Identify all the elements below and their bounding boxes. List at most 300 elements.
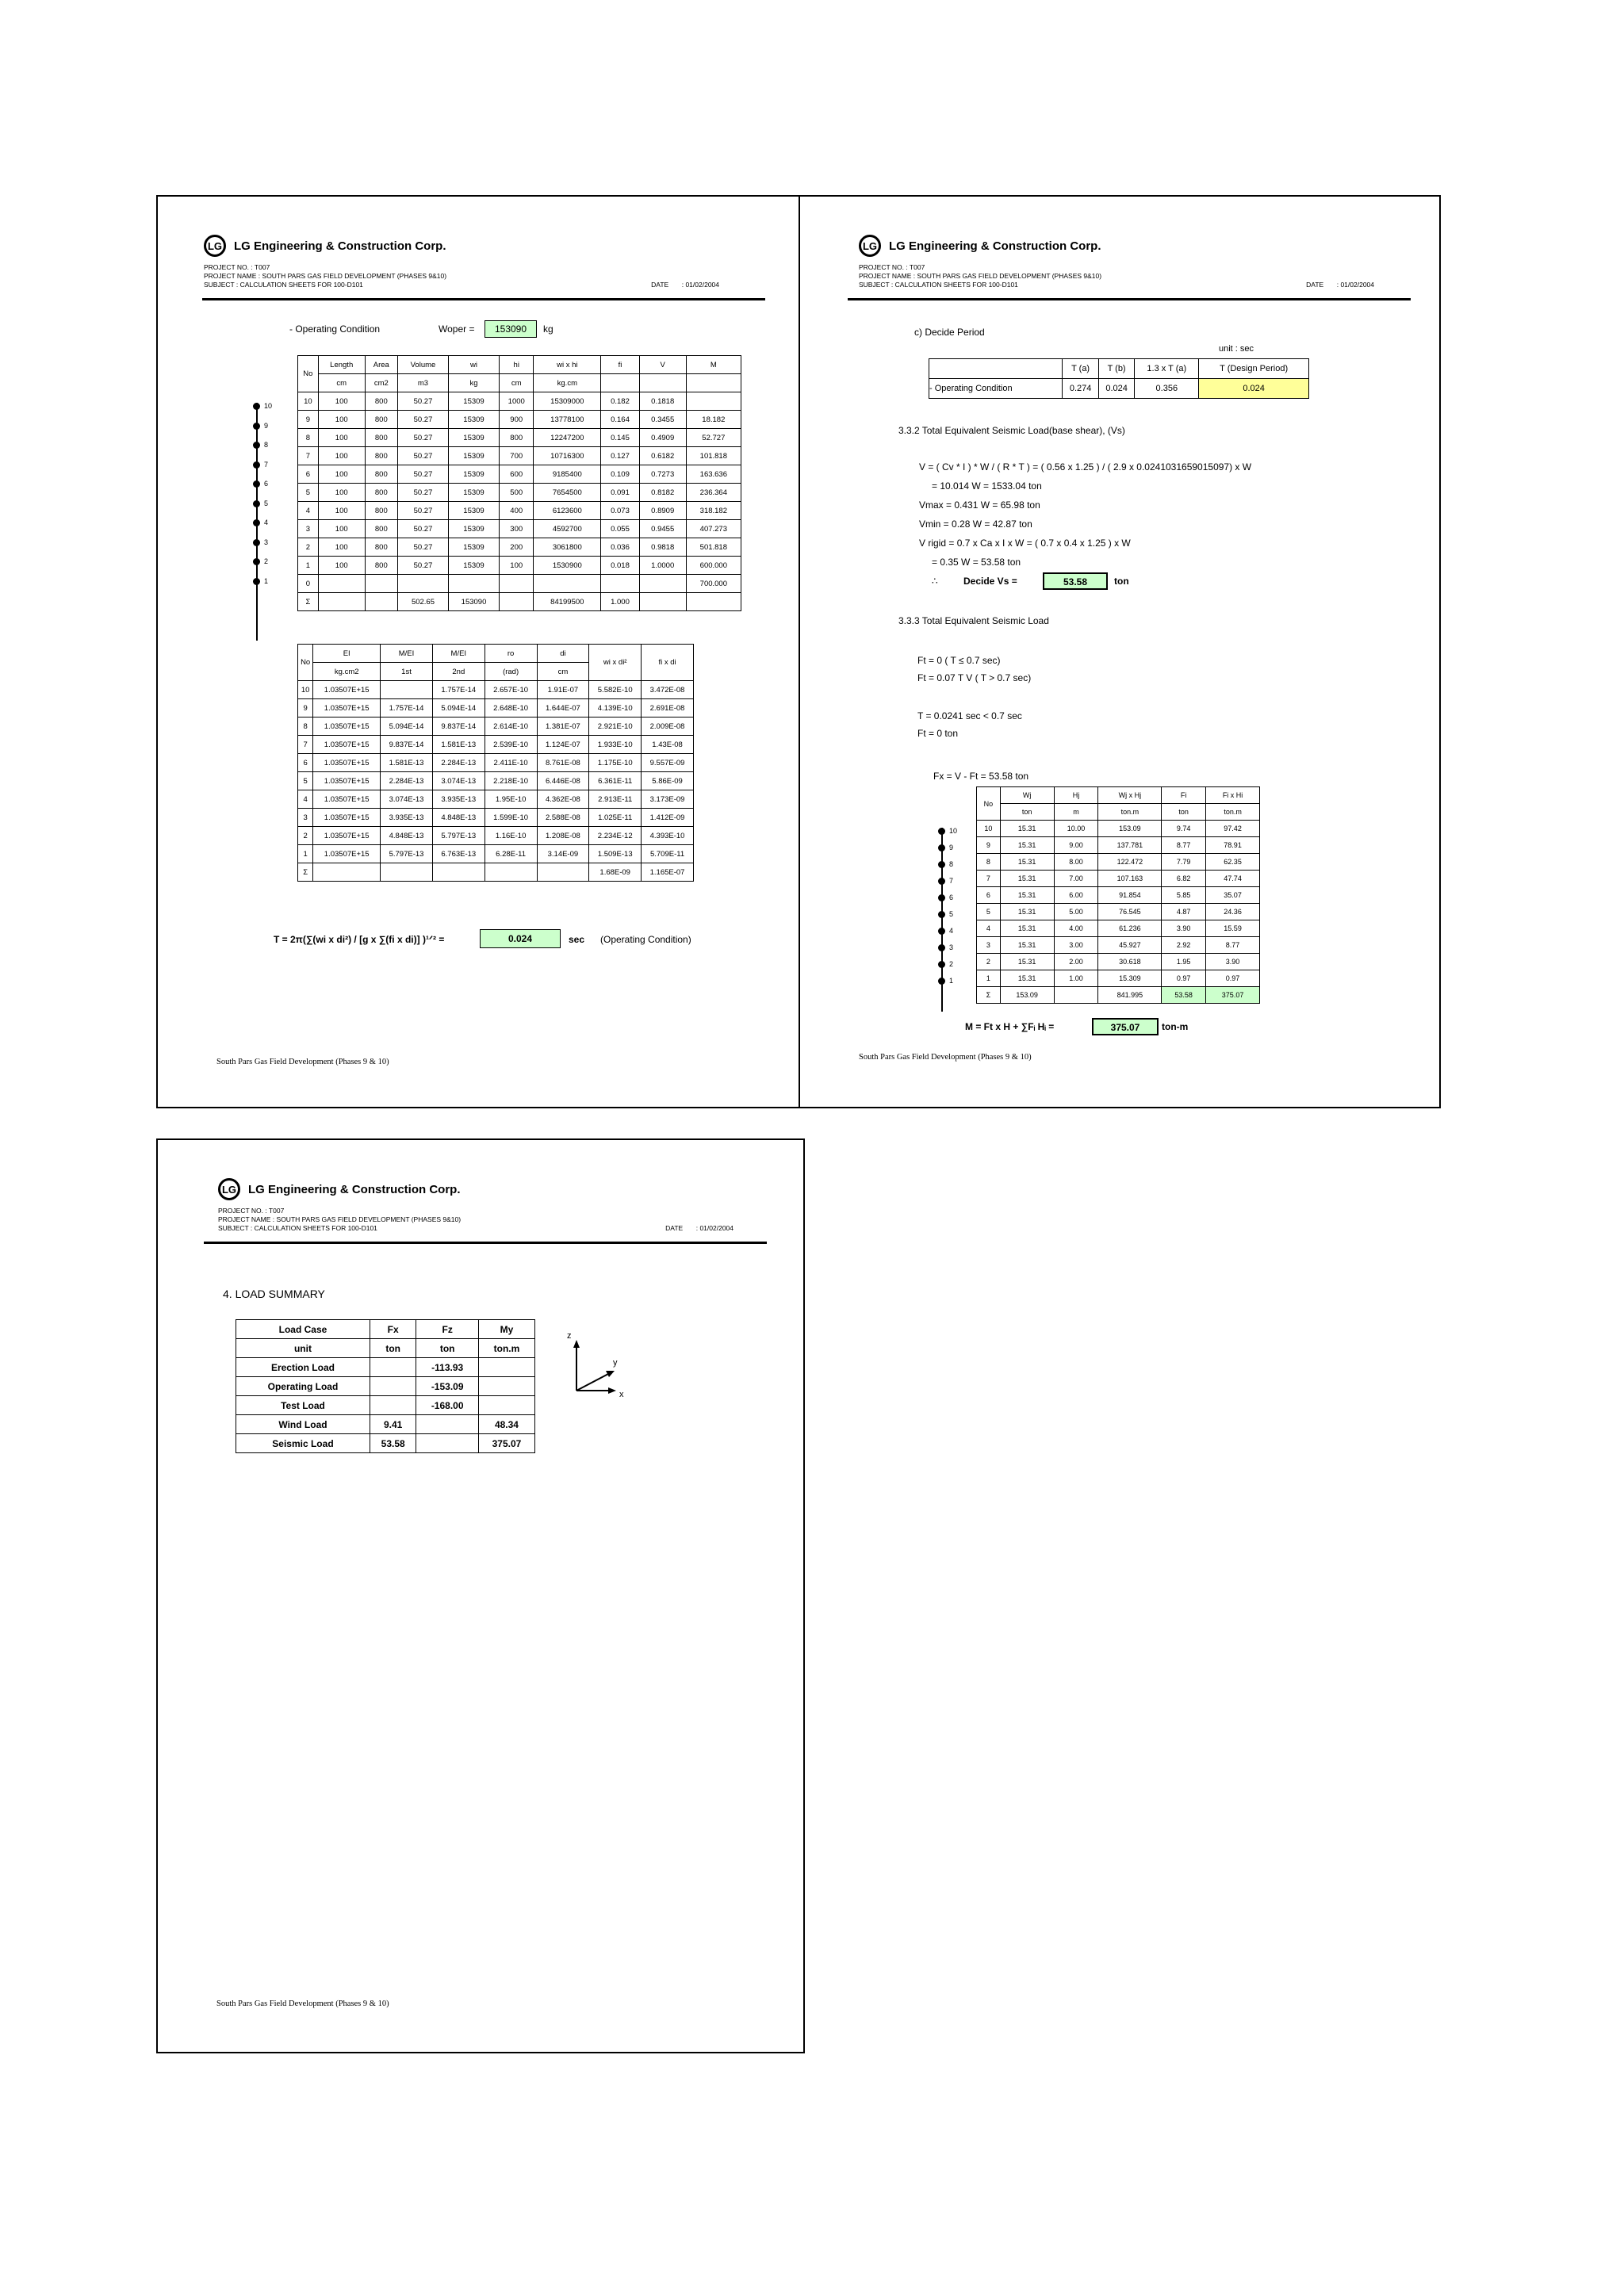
mast-node-label: 8 [264,441,269,449]
column-header: Fi [1162,787,1206,804]
header-rule [202,298,765,300]
table-cell: 6 [298,465,319,484]
table-cell: 1.124E-07 [537,736,589,754]
project-meta [204,263,759,289]
table-cell: 137.781 [1098,837,1162,854]
table-cell: 0.055 [601,520,640,538]
table-cell: 107.163 [1098,871,1162,887]
table-cell: 0.274 [1063,379,1099,399]
table-cell: 5.709E-11 [642,845,694,863]
table-cell: Operating Load [236,1377,370,1396]
table-cell: -153.09 [416,1377,479,1396]
page-footer: South Pars Gas Field Development (Phases 9 & 10) [859,1053,1032,1062]
column-header: Fz [416,1320,479,1339]
column-header: Wj x Hj [1098,787,1162,804]
table-cell: 0.9818 [639,538,686,557]
table-cell: 0.1818 [639,392,686,411]
unit-note: unit : sec [1219,344,1254,354]
date: DATE : 01/02/2004 [651,281,719,289]
column-header: T (Design Period) [1199,359,1309,379]
table-cell: Σ [977,987,1001,1004]
table-cell: 6.00 [1054,887,1098,904]
column-header: Fi x Hi [1206,787,1260,804]
table-cell: 375.07 [1206,987,1260,1004]
table-cell [639,575,686,593]
table-cell: 1.03507E+15 [313,754,381,772]
table-cell: 4 [298,502,319,520]
column-header: V [639,356,686,374]
table-cell [365,575,397,593]
table-cell [318,593,365,611]
table-cell: 5.00 [1054,904,1098,920]
moment-value: 375.07 [1092,1018,1159,1035]
table-cell: 97.42 [1206,821,1260,837]
mast-node-label: 9 [949,844,954,851]
ft-line-3: T = 0.0241 sec < 0.7 sec [917,710,1022,721]
mast-node-dot [253,461,260,469]
table-cell: 100 [318,520,365,538]
mast-node-dot [938,878,945,885]
table-cell: 3.14E-09 [537,845,589,863]
mast-node-dot [938,944,945,951]
table-cell: 5 [298,772,313,790]
table-cell: 15.31 [1000,970,1054,987]
mast-node-dot [938,961,945,968]
unit-cell: unit [236,1339,370,1358]
table-cell: 78.91 [1206,837,1260,854]
table-cell: 0.8909 [639,502,686,520]
table-cell: 15309 [448,411,499,429]
table-cell: 15.31 [1000,837,1054,854]
column-header: fi x di [642,645,694,681]
mast-node-label: 9 [264,421,269,430]
table-row [298,754,694,772]
table-cell: 15309000 [534,392,601,411]
table-row [236,1358,535,1377]
table-cell: 0.4909 [639,429,686,447]
mast-node-label: 4 [949,927,954,935]
page-header [859,235,1414,289]
table-cell: 3 [298,520,319,538]
table-cell: 7 [298,736,313,754]
table-row [977,937,1260,954]
table-cell: 15.31 [1000,954,1054,970]
table-cell: 53.58 [370,1434,416,1453]
table-row [298,465,741,484]
column-header: My [478,1320,534,1339]
table-cell: 1.91E-07 [537,681,589,699]
mast-node-label: 2 [264,557,269,565]
mast-diagram [253,403,285,641]
table-row [298,790,694,809]
table-cell [313,863,381,882]
table-cell: 2.913E-11 [589,790,642,809]
table-row [236,1396,535,1415]
table-row [298,863,694,882]
table-cell: 1.03507E+15 [313,681,381,699]
table-cell: 100 [318,447,365,465]
table-cell: 1.43E-08 [642,736,694,754]
moment-unit: ton-m [1162,1021,1189,1032]
woper-unit: kg [543,323,553,335]
table-cell: 6.82 [1162,871,1206,887]
table-cell: 15309 [448,484,499,502]
table-cell: 3.472E-08 [642,681,694,699]
unit-cell [639,374,686,392]
mast-node-dot [938,861,945,868]
mast-node-dot [253,500,260,507]
table-cell: 1.381E-07 [537,718,589,736]
table-cell: 800 [365,484,397,502]
subject: SUBJECT : CALCULATION SHEETS FOR 100-D101 [218,1224,377,1232]
table-cell: 1.000 [601,593,640,611]
page-1 [156,195,800,1108]
table-header-row [929,359,1309,379]
table-cell: 84199500 [534,593,601,611]
table-row [977,837,1260,854]
table-cell: 5.797E-13 [381,845,433,863]
table-cell: 7 [977,871,1001,887]
subject: SUBJECT : CALCULATION SHEETS FOR 100-D101 [204,281,363,289]
date: DATE : 01/02/2004 [665,1224,733,1232]
table-row [298,538,741,557]
table-cell: 1.581E-13 [381,754,433,772]
decide-vs-value: 53.58 [1043,572,1108,590]
table-cell: 3.074E-13 [432,772,485,790]
mast-node-label: 3 [264,538,269,546]
table-cell: 15.31 [1000,821,1054,837]
table-cell: Σ [298,593,319,611]
table-cell: 7.79 [1162,854,1206,871]
table-cell: 7 [298,447,319,465]
table-cell: 0 [298,575,319,593]
table-header-row [977,787,1260,804]
table-row [298,447,741,465]
table-cell: 0.3455 [639,411,686,429]
mast-node-label: 7 [949,877,954,885]
table-header-row [298,356,741,374]
mast-node-label: 6 [264,480,269,488]
table-cell: 3 [298,809,313,827]
mast-node-label: 1 [949,977,954,985]
table-cell: 7654500 [534,484,601,502]
table-cell: 50.27 [397,447,448,465]
table-cell: 100 [318,411,365,429]
column-header: hi [500,356,534,374]
date: DATE : 01/02/2004 [1306,281,1374,289]
table-cell: 375.07 [478,1434,534,1453]
axis-x-label: x [619,1390,624,1399]
table-cell: 18.182 [686,411,741,429]
table-cell: 1.025E-11 [589,809,642,827]
column-header: M/EI [381,645,433,663]
axis-diagram [561,1327,632,1406]
unit-cell: ton [416,1339,479,1358]
table-cell: 122.472 [1098,854,1162,871]
unit-cell [686,374,741,392]
table-cell: 1.03507E+15 [313,845,381,863]
table-row [236,1434,535,1453]
equation-line-4: Vmin = 0.28 W = 42.87 ton [919,519,1032,530]
table-row [298,575,741,593]
table-cell: 0.7273 [639,465,686,484]
mast-node-label: 3 [949,943,954,951]
woper-value: 153090 [485,320,537,338]
table-cell: 15309 [448,447,499,465]
table-cell: 0.6182 [639,447,686,465]
table-cell: 76.545 [1098,904,1162,920]
table-cell: 0.182 [601,392,640,411]
table-cell: 9185400 [534,465,601,484]
table-cell: 15309 [448,465,499,484]
lg-logo-icon: LG [204,235,226,257]
table-cell: 1.412E-09 [642,809,694,827]
table-cell: 15309 [448,429,499,447]
table-row [298,718,694,736]
table-cell: 9 [298,411,319,429]
table-cell: 1 [298,557,319,575]
column-header: di [537,645,589,663]
column-header: wi [448,356,499,374]
table-row [298,502,741,520]
table-cell: 6.28E-11 [485,845,537,863]
unit-cell: ton [1000,804,1054,821]
table-cell [397,575,448,593]
table-cell: 1.0000 [639,557,686,575]
company-name: LG Engineering & Construction Corp. [234,239,446,253]
lg-logo-icon: LG [218,1178,240,1200]
op-condition-label: - Operating Condition [289,323,381,335]
table-cell: 3.90 [1206,954,1260,970]
project-meta [859,263,1414,289]
table-unit-row [298,374,741,392]
table-cell: 1.757E-14 [432,681,485,699]
table-cell: 0.091 [601,484,640,502]
table-cell: -113.93 [416,1358,479,1377]
page-header [204,235,759,289]
table-cell: 15309 [448,557,499,575]
table-cell: 53.58 [1162,987,1206,1004]
table-cell: 236.364 [686,484,741,502]
unit-cell: (rad) [485,663,537,681]
table-cell [478,1377,534,1396]
table-cell: 62.35 [1206,854,1260,871]
table-cell: 800 [365,557,397,575]
unit-cell: kg.cm2 [313,663,381,681]
table-cell: 2.539E-10 [485,736,537,754]
table-cell: 1.03507E+15 [313,809,381,827]
table-row [298,411,741,429]
page-footer: South Pars Gas Field Development (Phases 9 & 10) [216,1999,389,2008]
table-cell: 2.284E-13 [381,772,433,790]
table-row [298,429,741,447]
table-cell [1054,987,1098,1004]
table-cell: 5 [298,484,319,502]
unit-cell [601,374,640,392]
unit-cell: cm [537,663,589,681]
table-cell: 8.77 [1162,837,1206,854]
table-cell: 1.03507E+15 [313,718,381,736]
table-cell: 8 [977,854,1001,871]
table-cell: 400 [500,502,534,520]
table-cell: 800 [365,538,397,557]
column-header: Hj [1054,787,1098,804]
column-header [929,359,1063,379]
table-cell: 15.31 [1000,854,1054,871]
table-cell: 10 [977,821,1001,837]
table-cell: 50.27 [397,520,448,538]
equation-line-3: Vmax = 0.431 W = 65.98 ton [919,499,1040,511]
table-row [298,484,741,502]
table-cell: 15309 [448,520,499,538]
table-cell: 600.000 [686,557,741,575]
mast-node-dot [253,539,260,546]
table-cell: 5.582E-10 [589,681,642,699]
table-cell [537,863,589,882]
table-cell: 13778100 [534,411,601,429]
deflection-table [297,644,694,882]
column-header: No [977,787,1001,821]
column-header: EI [313,645,381,663]
table-cell: 50.27 [397,557,448,575]
table-cell: 10716300 [534,447,601,465]
table-cell: 502.65 [397,593,448,611]
column-header: Length [318,356,365,374]
table-cell: 0.036 [601,538,640,557]
seismic-distribution-table [976,786,1260,1004]
table-cell: 500 [500,484,534,502]
design-period-table [929,358,1309,399]
page-3 [156,1138,805,2053]
header-rule [848,298,1411,300]
table-cell: Σ [298,863,313,882]
table-cell [534,575,601,593]
table-cell: Wind Load [236,1415,370,1434]
subject: SUBJECT : CALCULATION SHEETS FOR 100-D101 [859,281,1018,289]
table-cell: 2.614E-10 [485,718,537,736]
table-cell [370,1358,416,1377]
mast-node-label: 2 [949,960,954,968]
table-cell: Erection Load [236,1358,370,1377]
table-cell: 50.27 [397,484,448,502]
table-cell: 600 [500,465,534,484]
table-cell: 50.27 [397,429,448,447]
table-cell: 2.411E-10 [485,754,537,772]
project-name: PROJECT NAME : SOUTH PARS GAS FIELD DEVELOPMENT (PHASES 9&10) [859,272,1102,280]
table-cell: 100 [318,484,365,502]
table-cell: 9 [298,699,313,718]
column-header: T (b) [1098,359,1135,379]
table-cell: 2.648E-10 [485,699,537,718]
table-cell: 1530900 [534,557,601,575]
table-cell: - Operating Condition [929,379,1063,399]
table-cell: 2.009E-08 [642,718,694,736]
mast-node-label: 10 [949,827,958,835]
table-cell: 2.657E-10 [485,681,537,699]
table-cell: 15.309 [1098,970,1162,987]
unit-cell: ton.m [1098,804,1162,821]
mast-node-label: 6 [949,894,954,901]
table-cell: 30.618 [1098,954,1162,970]
section-3-3-2-title: 3.3.2 Total Equivalent Seismic Load(base shear), (Vs) [898,425,1125,436]
table-cell: 1 [298,845,313,863]
table-cell: 10 [298,392,319,411]
table-cell: 800 [365,447,397,465]
table-cell: 4.00 [1054,920,1098,937]
table-cell: 1.175E-10 [589,754,642,772]
table-cell: 4.848E-13 [432,809,485,827]
table-cell: 1.165E-07 [642,863,694,882]
table-cell: 1.68E-09 [589,863,642,882]
mast-node-dot [253,558,260,565]
table-row [298,681,694,699]
unit-cell: 1st [381,663,433,681]
table-cell: 5.797E-13 [432,827,485,845]
column-header: M [686,356,741,374]
table-cell: 100 [318,465,365,484]
equation-line-2: = 10.014 W = 1533.04 ton [932,480,1042,492]
table-cell [686,392,741,411]
unit-cell: cm2 [365,374,397,392]
table-cell [601,575,640,593]
table-cell: 48.34 [478,1415,534,1434]
table-cell: 0.024 [1098,379,1135,399]
table-cell: 61.236 [1098,920,1162,937]
table-cell: 50.27 [397,392,448,411]
table-cell: 4592700 [534,520,601,538]
table-cell: 5.094E-14 [432,699,485,718]
table-cell: 1.03507E+15 [313,790,381,809]
table-cell: 8.00 [1054,854,1098,871]
table-cell: 300 [500,520,534,538]
table-row [977,954,1260,970]
table-row [298,827,694,845]
table-cell [416,1415,479,1434]
ft-line-1: Ft = 0 ( T ≤ 0.7 sec) [917,655,1001,666]
table-row [298,699,694,718]
table-cell: 800 [365,429,397,447]
period-value: 0.024 [480,929,561,948]
unit-cell: cm [500,374,534,392]
table-cell: 2.234E-12 [589,827,642,845]
table-cell: 52.727 [686,429,741,447]
table-cell: 15309 [448,502,499,520]
table-cell: 1.581E-13 [432,736,485,754]
table-cell: 0.127 [601,447,640,465]
table-cell: 2 [298,538,319,557]
table-cell: 5.85 [1162,887,1206,904]
project-no: PROJECT NO. : T007 [218,1207,285,1215]
table-row [929,379,1309,399]
table-cell: 0.145 [601,429,640,447]
table-cell: 15.31 [1000,871,1054,887]
mast-node-label: 4 [264,519,269,526]
mast-node-dot [938,978,945,985]
equation-line-5: V rigid = 0.7 x Ca x I x W = ( 0.7 x 0.4 x 1.25 ) x W [919,538,1131,549]
mast-node-label: 8 [949,860,954,868]
project-no: PROJECT NO. : T007 [859,263,925,271]
table-cell: 6123600 [534,502,601,520]
table-cell: 100 [318,557,365,575]
table-cell: 15309 [448,392,499,411]
equation-line-1: V = ( Cv * I ) * W / ( R * T ) = ( 0.56 x 1.25 ) / ( 2.9 x 0.0241031659015097) x W [919,461,1252,473]
table-cell: 8 [298,718,313,736]
table-row [977,920,1260,937]
table-cell: 8 [298,429,319,447]
unit-cell: cm [318,374,365,392]
period-unit: sec [569,934,585,945]
table-cell: 318.182 [686,502,741,520]
